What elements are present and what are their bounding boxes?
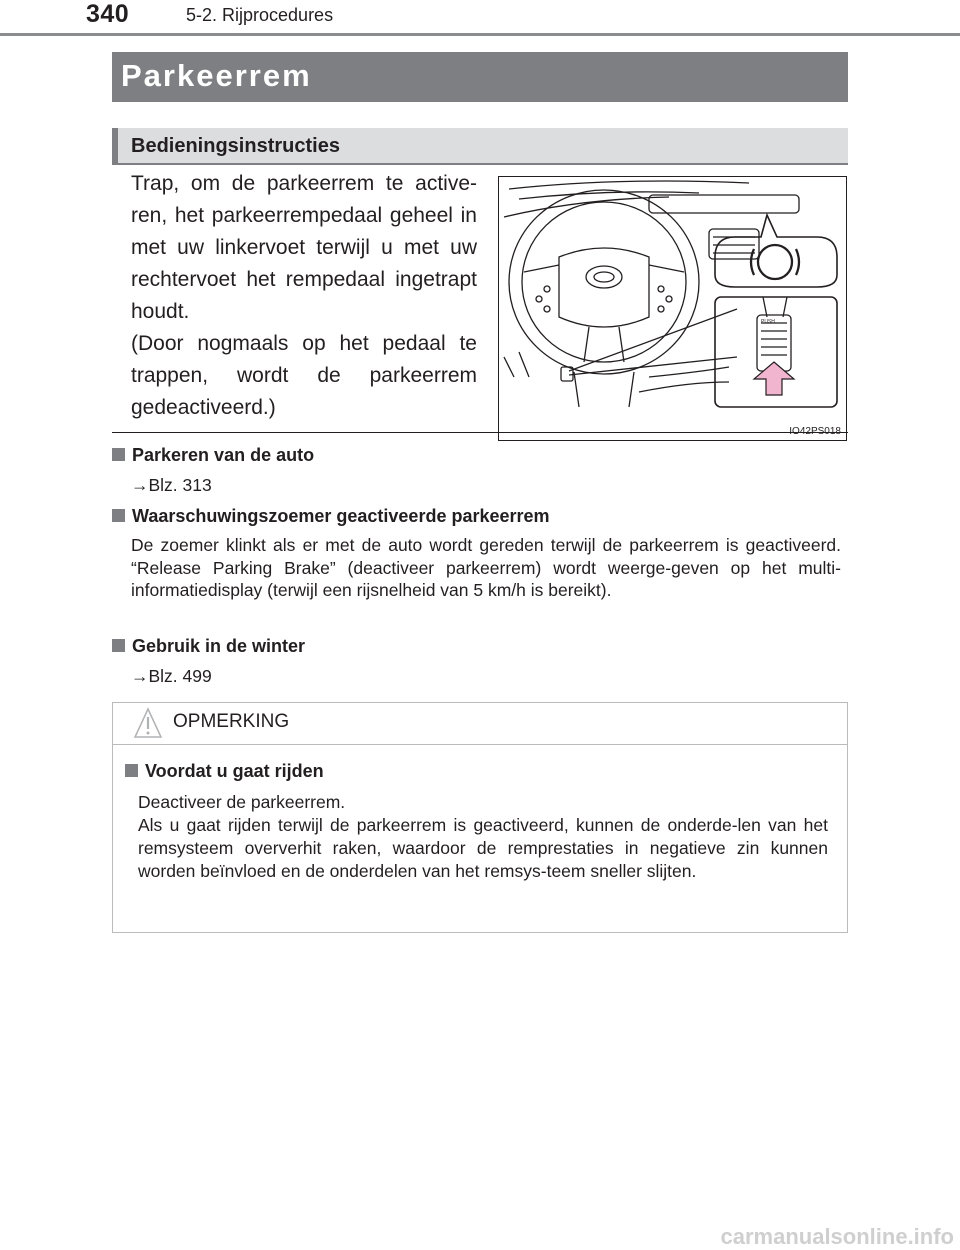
section-divider (112, 432, 848, 433)
notice-heading (125, 761, 324, 782)
notice-box (112, 702, 848, 933)
page-title: Parkeerrem (112, 52, 848, 102)
item-heading-text: Parkeren van de auto (132, 445, 315, 465)
bullet-square-icon (112, 639, 125, 652)
item-heading-text: Gebruik in de winter (132, 636, 306, 656)
section-header: 5-2. Rijprocedures (186, 5, 334, 25)
item-heading-parking (112, 445, 314, 466)
press-arrow-icon (754, 362, 794, 395)
item-body-buzzer: De zoemer klinkt als er met de auto wordt gereden terwijl de parkeerrem is geactiveerd. “Release Parking Brake” (deactiveer parkeerrem) wordt weerge-geven op het multi-informatiedisplay (terwijl een rijsnelheid van 5 km/h is bereikt). (131, 535, 841, 600)
item-heading-text: Waarschuwingszoemer geactiveerde parkeerrem (132, 506, 550, 526)
notice-body (138, 791, 828, 883)
dashboard-drawing (499, 177, 845, 439)
notice-heading-text: Voordat u gaat rijden (145, 761, 324, 781)
watermark: carmanualsonline.info (720, 1224, 954, 1249)
item-heading-winter (112, 636, 305, 657)
bullet-square-icon (112, 509, 125, 522)
intro-paragraph: Trap, om de parkeerrem te active-ren, het parkeerrempedaal geheel in met uw linkervoet terwijl u met uw rechtervoet het rempedaal ingetrapt houdt. (131, 172, 477, 323)
pedal-label: PUSH (761, 319, 775, 325)
item-heading-buzzer (112, 506, 550, 527)
notice-line: Als u gaat rijden terwijl de parkeerrem is geactiveerd, kunnen de onderde-len van het remsysteem oververhit raken, waardoor de remprestaties in negatieve zin kunnen worden beïnvloed en de onderdelen van het remsys-teem sneller slijten. (138, 815, 828, 881)
bullet-square-icon (112, 448, 125, 461)
subtitle-divider (112, 163, 848, 165)
notice-title: OPMERKING (173, 711, 290, 732)
dashboard-illustration (498, 176, 847, 441)
warning-triangle-icon (133, 707, 163, 739)
notice-line: Deactiveer de parkeerrem. (138, 792, 346, 812)
bullet-square-icon (125, 764, 138, 777)
item-body-winter: →Blz. 499 (131, 666, 212, 686)
page-number: 340 (86, 0, 130, 28)
header-divider (0, 33, 960, 36)
intro-paragraph-note: (Door nogmaals op het pedaal te trappen, wordt de parkeerrem gedeactiveerd.) (131, 332, 477, 419)
item-body-parking: →Blz. 313 (131, 475, 212, 495)
section-subtitle: Bedieningsinstructies (112, 128, 848, 164)
notice-header (113, 703, 847, 745)
intro-text (131, 168, 477, 424)
